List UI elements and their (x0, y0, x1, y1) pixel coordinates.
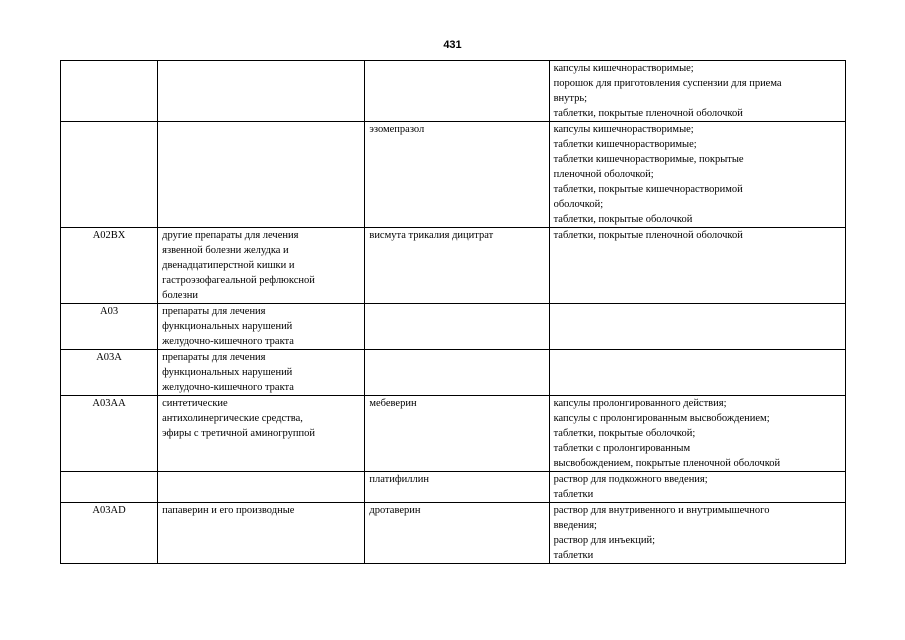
drug-name: мебеверин (369, 398, 417, 409)
group-text-line: двенадцатиперстной кишки и (162, 260, 295, 271)
drug-name-cell (365, 61, 549, 122)
atc-code: A03AA (92, 398, 126, 409)
group-text-line: препараты для лечения (162, 306, 266, 317)
drug-name-cell (365, 122, 549, 228)
drug-name: дротаверин (369, 505, 421, 516)
dosage-form-line: капсулы кишечнорастворимые; (553, 63, 694, 74)
dosage-form-line: таблетки (553, 489, 594, 500)
atc-code: A03AD (92, 505, 126, 516)
atc-code: A03A (96, 352, 122, 363)
dosage-forms-cell (549, 304, 845, 350)
anatomic-group-cell (158, 503, 365, 564)
drug-name: висмута трикалия дицитрат (369, 230, 494, 241)
drug-name-cell (365, 304, 549, 350)
anatomic-group-cell (158, 472, 365, 503)
table-row (61, 503, 846, 564)
atc-code: A03 (100, 306, 119, 317)
dosage-form-line: таблетки, покрытые кишечнорастворимой (553, 184, 743, 195)
group-text-line: болезни (162, 290, 198, 301)
group-text-line: язвенной болезни желудка и (162, 245, 289, 256)
anatomic-group-cell (158, 61, 365, 122)
drug-name: платифиллин (369, 474, 429, 485)
anatomic-group-cell (158, 122, 365, 228)
table-row (61, 228, 846, 304)
dosage-form-line: порошок для приготовления суспензии для приема (553, 78, 782, 89)
table-row (61, 61, 846, 122)
atc-code-cell (61, 350, 158, 396)
atc-code-cell (61, 61, 158, 122)
dosage-form-line: таблетки, покрытые оболочкой; (553, 428, 696, 439)
table-row (61, 304, 846, 350)
dosage-form-line: капсулы пролонгированного действия; (553, 398, 727, 409)
group-text-line: препараты для лечения (162, 352, 266, 363)
drug-name: эзомепразол (369, 124, 425, 135)
dosage-forms-cell (549, 503, 845, 564)
dosage-form-line: оболочкой; (553, 199, 604, 210)
dosage-form-line: раствор для инъекций; (553, 535, 656, 546)
dosage-forms-cell (549, 350, 845, 396)
table-row (61, 350, 846, 396)
dosage-form-line: высвобождением, покрытые пленочной оболочкой (553, 458, 781, 469)
group-text-line: папаверин и его производные (162, 505, 295, 516)
table-body (61, 61, 846, 564)
group-text-line: желудочно-кишечного тракта (162, 336, 294, 347)
group-text-line: функциональных нарушений (162, 367, 293, 378)
dosage-form-line: внутрь; (553, 93, 588, 104)
atc-code-cell (61, 396, 158, 472)
drug-table (60, 60, 846, 564)
dosage-form-line: капсулы с пролонгированным высвобождением; (553, 413, 770, 424)
group-text-line: желудочно-кишечного тракта (162, 382, 294, 393)
dosage-forms-cell (549, 472, 845, 503)
table-row (61, 122, 846, 228)
anatomic-group-cell (158, 396, 365, 472)
dosage-form-line: введения; (553, 520, 597, 531)
atc-code-cell (61, 228, 158, 304)
anatomic-group-cell (158, 228, 365, 304)
dosage-form-line: раствор для внутривенного и внутримышечного (553, 505, 770, 516)
group-text-line: эфиры с третичной аминогруппой (162, 428, 315, 439)
drug-name-cell (365, 472, 549, 503)
group-text-line: синтетические (162, 398, 228, 409)
atc-code-cell (61, 503, 158, 564)
drug-name-cell (365, 396, 549, 472)
drug-name-cell (365, 228, 549, 304)
atc-code-cell (61, 304, 158, 350)
dosage-form-line: таблетки кишечнорастворимые; (553, 139, 697, 150)
dosage-forms-cell (549, 61, 845, 122)
anatomic-group-cell (158, 304, 365, 350)
anatomic-group-cell (158, 350, 365, 396)
dosage-form-line: пленочной оболочкой; (553, 169, 654, 180)
dosage-form-line: таблетки, покрытые пленочной оболочкой (553, 230, 743, 241)
atc-code-cell (61, 472, 158, 503)
dosage-forms-cell (549, 122, 845, 228)
atc-code: A02BX (92, 230, 126, 241)
drug-name-cell (365, 350, 549, 396)
dosage-forms-cell (549, 228, 845, 304)
atc-code-cell (61, 122, 158, 228)
dosage-form-line: таблетки кишечнорастворимые, покрытые (553, 154, 744, 165)
dosage-form-line: таблетки с пролонгированным (553, 443, 691, 454)
group-text-line: функциональных нарушений (162, 321, 293, 332)
drug-name-cell (365, 503, 549, 564)
table-row (61, 396, 846, 472)
dosage-form-line: таблетки (553, 550, 594, 561)
dosage-form-line: капсулы кишечнорастворимые; (553, 124, 694, 135)
dosage-form-line: таблетки, покрытые оболочкой (553, 214, 693, 225)
group-text-line: антихолинергические средства, (162, 413, 303, 424)
group-text-line: другие препараты для лечения (162, 230, 299, 241)
group-text-line: гастроэзофагеальной рефлюксной (162, 275, 315, 286)
dosage-form-line: таблетки, покрытые пленочной оболочкой (553, 108, 743, 119)
dosage-form-line: раствор для подкожного введения; (553, 474, 708, 485)
page-number: 431 (443, 39, 462, 51)
dosage-forms-cell (549, 396, 845, 472)
table-row (61, 472, 846, 503)
